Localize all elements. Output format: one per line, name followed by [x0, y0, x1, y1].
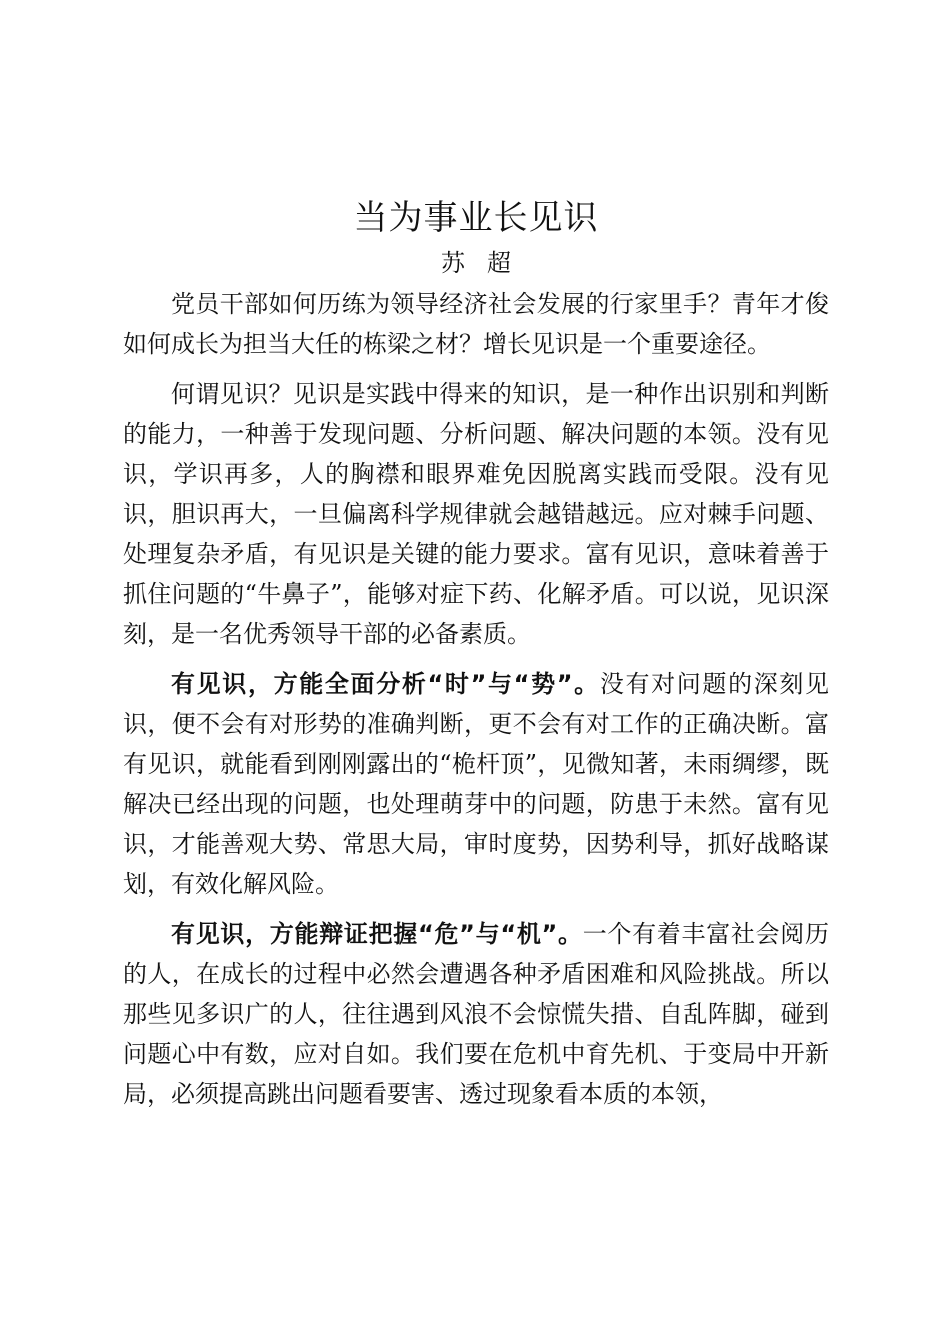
paragraph-1	[123, 284, 829, 364]
paragraph-2-text: 何谓见识？见识是实践中得来的知识，是一种作出识别和判断的能力，一种善于发现问题、分析问题、解决问题的本领。没有见识，学识再多，人的胸襟和眼界难免因脱离实践而受限。没有见识，胆识再大，一旦偏离科学规律就会越错越远。应对棘手问题、处理复杂矛盾，有见识是关键的能力要求。富有见识，意味着善于抓住问题的“牛鼻子”，能够对症下药、化解矛盾。可以说，见识深刻，是一名优秀领导干部的必备素质。	[123, 380, 829, 648]
paragraph-3-lead: 有见识，方能全面分析“时”与“势”。	[171, 670, 600, 698]
paragraph-1-text: 党员干部如何历练为领导经济社会发展的行家里手？青年才俊如何成长为担当大任的栋梁之材？增长见识是一个重要途径。	[123, 290, 829, 358]
paragraph-4	[123, 914, 829, 1114]
paragraph-4-text: 一个有着丰富社会阅历的人，在成长的过程中必然会遭遇各种矛盾困难和风险挑战。所以那些见多识广的人，往往遇到风浪不会惊慌失措、自乱阵脚，碰到问题心中有数，应对自如。我们要在危机中育先机、于变局中开新局，必须提高跳出问题看要害、透过现象看本质的本领，	[123, 920, 830, 1108]
document-page	[123, 190, 829, 1124]
paragraph-3-text: 没有对问题的深刻见识，便不会有对形势的准确判断，更不会有对工作的正确决断。富有见识，就能看到刚刚露出的“桅杆顶”，见微知著，未雨绸缪，既解决已经出现的问题，也处理萌芽中的问题，防患于未然。富有见识，才能善观大势、常思大局，审时度势，因势利导，抓好战略谋划，有效化解风险。	[123, 670, 830, 898]
paragraph-4-lead: 有见识，方能辩证把握“危”与“机”。	[171, 920, 583, 948]
paragraph-2	[123, 374, 829, 654]
article-title: 当为事业长见识	[353, 198, 599, 238]
article-author: 苏超	[441, 249, 533, 277]
paragraph-3	[123, 664, 829, 904]
